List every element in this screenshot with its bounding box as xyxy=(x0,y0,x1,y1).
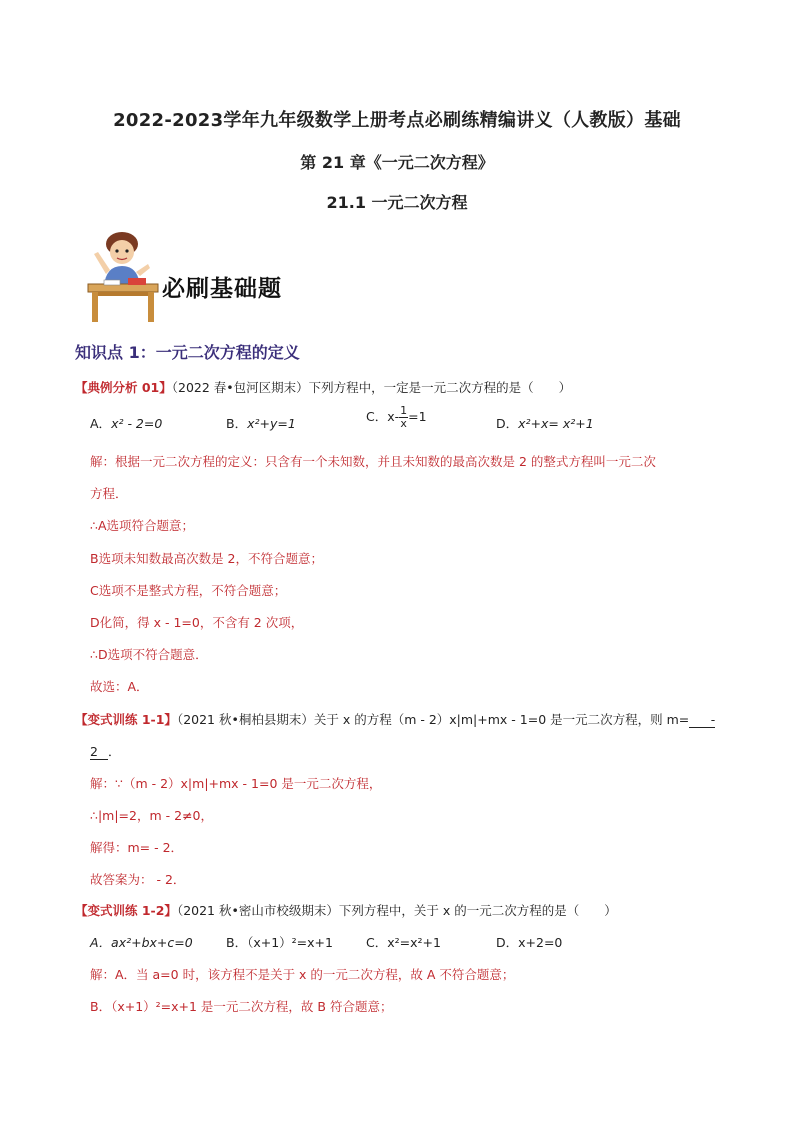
example1-question-line xyxy=(75,378,571,396)
training1-solution-line: 解得：m= - 2． xyxy=(90,840,184,855)
document-title: 2022-2023学年九年级数学上册考点必刷练精编讲义（人教版）基础 xyxy=(113,110,681,131)
example1-option-a: A．x² - 2=0 xyxy=(90,416,163,431)
training1-solution-line: 故答案为： - 2． xyxy=(90,872,186,887)
training1-answer-blank-continued: 2 xyxy=(90,744,108,760)
training1-solution-line: ∴|m|=2，m - 2≠0， xyxy=(90,808,213,823)
example1-tag: 【典例分析 01】 xyxy=(75,380,172,395)
training1-question-line xyxy=(75,710,715,728)
training2-option-c: C．x²=x²+1 xyxy=(366,935,441,950)
training2-tag: 【变式训练 1-2】 xyxy=(75,903,177,918)
training2-question: （2021 秋•密山市校级期末）下列方程中，关于 x 的一元二次方程的是（ ） xyxy=(176,903,617,918)
example1-option-d: D．x²+x= x²+1 xyxy=(496,416,594,431)
example1-question: （2022 春•包河区期末）下列方程中，一定是一元二次方程的是（ ） xyxy=(171,380,572,395)
section-title: 21.1 一元二次方程 xyxy=(326,193,468,212)
training2-option-a: A．ax²+bx+c=0 xyxy=(90,935,193,950)
training2-option-d: D．x+2=0 xyxy=(496,935,563,950)
training2-option-b: B．（x+1）²=x+1 xyxy=(226,935,333,950)
knowledge-point-heading: 知识点 1：一元二次方程的定义 xyxy=(75,343,300,362)
training1-solution-line: 解：∵（m - 2）x|m|+mx - 1=0 是一元二次方程， xyxy=(90,776,382,791)
training2-solution-line: 解：A．当 a=0 时，该方程不是关于 x 的一元二次方程，故 A 不符合题意； xyxy=(90,967,515,982)
training2-solution-line: B．（x+1）²=x+1 是一元二次方程，故 B 符合题意； xyxy=(90,999,393,1014)
example1-solution-line: ∴D选项不符合题意． xyxy=(90,647,208,662)
training1-question: （2021 秋•桐柏县期末）关于 x 的方程（m - 2）x|m|+mx - 1=0 是一元二次方程，则 m= xyxy=(176,712,690,727)
training1-question-continued: 2 ． xyxy=(90,744,121,759)
banner-label: 必刷基础题 xyxy=(162,275,282,302)
example1-solution-line: C选项不是整式方程，不符合题意； xyxy=(90,583,287,598)
example1-solution-line: D化简，得 x - 1=0，不含有 2 次项， xyxy=(90,615,304,630)
fraction-one-over-x: $\frac{1}{x}$ xyxy=(400,404,408,430)
example1-option-b: B．x²+y=1 xyxy=(226,416,296,431)
example1-option-c: C．x- $\frac{1}{x}$ =1 xyxy=(366,404,427,430)
training1-answer-blank: - xyxy=(689,712,715,728)
training2-question-line xyxy=(75,901,617,919)
example1-solution-line: 解：根据一元二次方程的定义：只含有一个未知数，并且未知数的最高次数是 2 的整式方程叫一元二次 xyxy=(90,454,656,469)
chapter-title: 第 21 章《一元二次方程》 xyxy=(300,153,494,172)
example1-solution-line: B选项未知数最高次数是 2，不符合题意； xyxy=(90,551,324,566)
example1-solution-line: 方程． xyxy=(90,486,128,501)
example1-solution-line: 故选：A． xyxy=(90,679,149,694)
example1-solution-line: ∴A选项符合题意； xyxy=(90,518,195,533)
training1-tag: 【变式训练 1-1】 xyxy=(75,712,177,727)
